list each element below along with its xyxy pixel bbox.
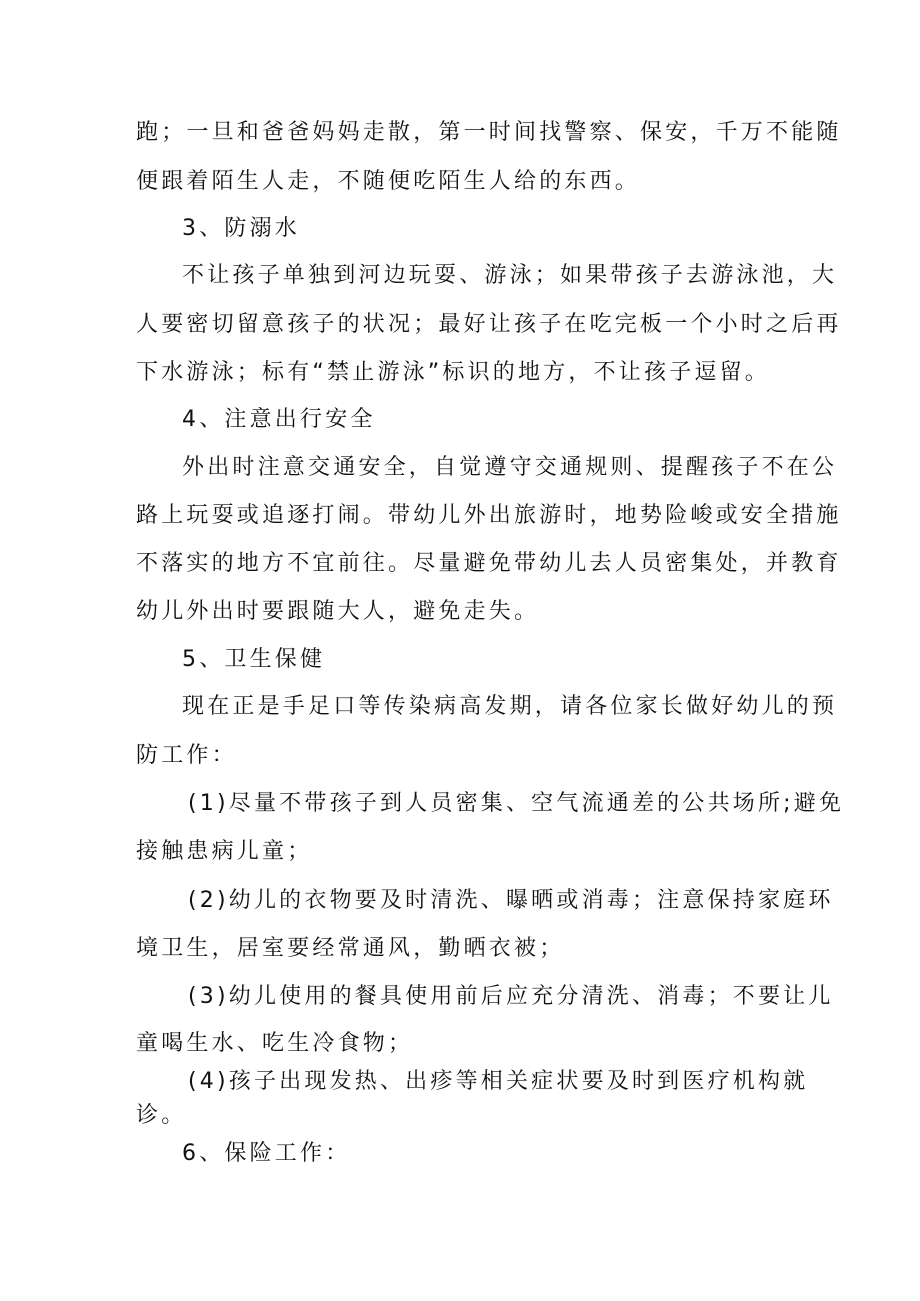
list-item-1: (1)尽量不带孩子到人员密集、空气流通差的公共场所;避免 [188,791,845,816]
body-text-line: 下水游泳；标有“禁止游泳”标识的地方，不让孩子逗留。 [136,360,770,385]
list-item-4: (4)孩子出现发热、出疹等相关症状要及时到医疗机构就 [188,1069,809,1094]
body-text-line: 人要密切留意孩子的状况；最好让孩子在吃完板一个小时之后再 [136,312,842,337]
body-text-line: 防工作： [136,743,237,768]
body-text-line: 跑；一旦和爸爸妈妈走散，第一时间找警察、保安，千万不能随 [136,120,842,145]
list-item-2-cont: 境卫生，居室要经常通风，勤晒衣被； [136,936,565,961]
list-item-3: (3)幼儿使用的餐具使用前后应充分清洗、消毒；不要让儿 [188,984,834,1009]
list-item-4-cont: 诊。 [136,1103,187,1128]
list-item-1-cont: 接触患病儿童； [136,839,313,864]
body-text-line: 现在正是手足口等传染病高发期，请各位家长做好幼儿的预 [182,694,838,719]
section-heading-health: 5、卫生保健 [182,647,326,672]
section-heading-drowning: 3、防溺水 [182,216,300,241]
body-text-line: 外出时注意交通安全，自觉遵守交通规则、提醒孩子不在公 [182,455,838,480]
list-item-3-cont: 童喝生水、吃生冷食物； [136,1031,414,1056]
section-heading-insurance: 6、保险工作： [182,1141,351,1166]
body-text-line: 幼儿外出时要跟随大人，避免走失。 [136,599,540,624]
section-heading-travel-safety: 4、注意出行安全 [182,407,376,432]
body-text-line: 便跟着陌生人走，不随便吃陌生人给的东西。 [136,169,641,194]
list-item-2: (2)幼儿的衣物要及时清洗、曝晒或消毒；注意保持家庭环 [188,888,834,913]
body-text-line: 路上玩耍或追逐打闹。带幼儿外出旅游时，地势险峻或安全措施 [136,503,842,528]
body-text-line: 不让孩子单独到河边玩耍、游泳；如果带孩子去游泳池，大 [182,263,838,288]
body-text-line: 不落实的地方不宜前往。尽量避免带幼儿去人员密集处，并教育 [136,551,842,576]
